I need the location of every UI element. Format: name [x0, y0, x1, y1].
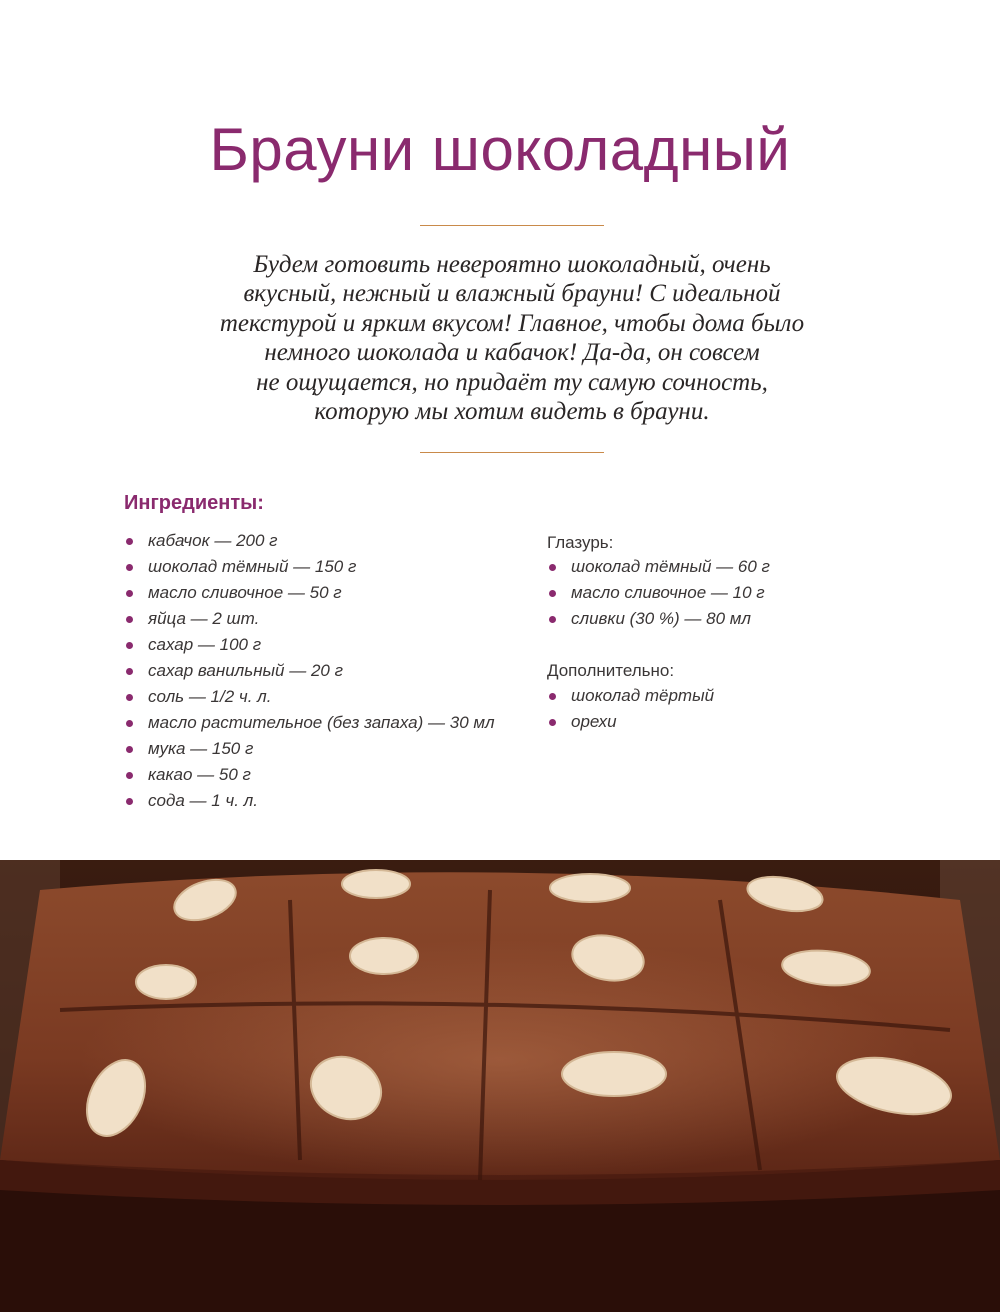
glaze-list	[547, 554, 770, 632]
glaze-text: сливки (30 %) — 80 мл	[571, 609, 752, 628]
ingredient-item	[124, 736, 495, 762]
intro-text	[130, 250, 894, 426]
extra-item	[547, 683, 714, 709]
ingredient-text: мука — 150 г	[148, 739, 254, 758]
bullet-icon	[549, 693, 556, 700]
bullet-icon	[126, 668, 133, 675]
brownie-photo	[0, 860, 1000, 1312]
recipe-title: Брауни шоколадный	[209, 116, 791, 183]
ingredients-heading: Ингредиенты:	[124, 492, 264, 514]
bullet-icon	[549, 564, 556, 571]
ingredient-text: какао — 50 г	[148, 765, 251, 784]
main-ingredients-list	[124, 528, 495, 814]
glaze-heading: Глазурь:	[547, 533, 614, 552]
ingredient-text: сахар — 100 г	[148, 635, 262, 654]
bullet-icon	[549, 590, 556, 597]
ingredient-item	[124, 762, 495, 788]
intro-line: вкусный, нежный и влажный брауни! С идеальной	[243, 280, 781, 308]
ingredient-text: сода — 1 ч. л.	[148, 791, 258, 810]
ingredient-text: кабачок — 200 г	[148, 531, 278, 550]
bullet-icon	[126, 564, 133, 571]
glaze-item	[547, 606, 770, 632]
top-divider	[420, 225, 604, 226]
intro-line: не ощущается, но придаёт ту самую сочность,	[256, 368, 768, 396]
glaze-text: масло сливочное — 10 г	[571, 583, 765, 602]
ingredient-text: сахар ванильный — 20 г	[148, 661, 343, 680]
glaze-item	[547, 580, 770, 606]
intro-line: текстурой и ярким вкусом! Главное, чтобы дома было	[219, 309, 805, 337]
ingredient-item	[124, 580, 495, 606]
bullet-icon	[126, 798, 133, 805]
ingredient-item	[124, 554, 495, 580]
bottom-divider	[420, 452, 604, 453]
ingredient-text: масло растительное (без запаха) — 30 мл	[148, 713, 495, 732]
ingredient-item	[124, 710, 495, 736]
ingredient-text: шоколад тёмный — 150 г	[148, 557, 357, 576]
bullet-icon	[126, 642, 133, 649]
bullet-icon	[126, 720, 133, 727]
bullet-icon	[549, 719, 556, 726]
ingredient-text: соль — 1/2 ч. л.	[148, 687, 272, 706]
bullet-icon	[126, 538, 133, 545]
bullet-icon	[126, 590, 133, 597]
intro-line: Будем готовить невероятно шоколадный, очень	[253, 251, 771, 278]
bullet-icon	[126, 772, 133, 779]
glaze-item	[547, 554, 770, 580]
ingredient-item	[124, 684, 495, 710]
ingredient-item	[124, 788, 495, 814]
ingredient-item	[124, 658, 495, 684]
intro-line: которую мы хотим видеть в брауни.	[314, 398, 710, 426]
ingredient-item	[124, 632, 495, 658]
bullet-icon	[126, 746, 133, 753]
extra-item	[547, 709, 714, 735]
extra-heading: Дополнительно:	[547, 661, 675, 680]
glaze-text: шоколад тёмный — 60 г	[571, 557, 770, 576]
bullet-icon	[126, 616, 133, 623]
ingredient-item	[124, 606, 495, 632]
ingredient-text: яйца — 2 шт.	[148, 609, 260, 628]
ingredient-item	[124, 528, 495, 554]
bullet-icon	[126, 694, 133, 701]
intro-line: немного шоколада и кабачок! Да-да, он совсем	[264, 339, 760, 367]
extra-text: шоколад тёртый	[571, 686, 715, 705]
extra-text: орехи	[571, 712, 617, 731]
bullet-icon	[549, 616, 556, 623]
ingredient-text: масло сливочное — 50 г	[148, 583, 342, 602]
extra-list	[547, 683, 714, 735]
